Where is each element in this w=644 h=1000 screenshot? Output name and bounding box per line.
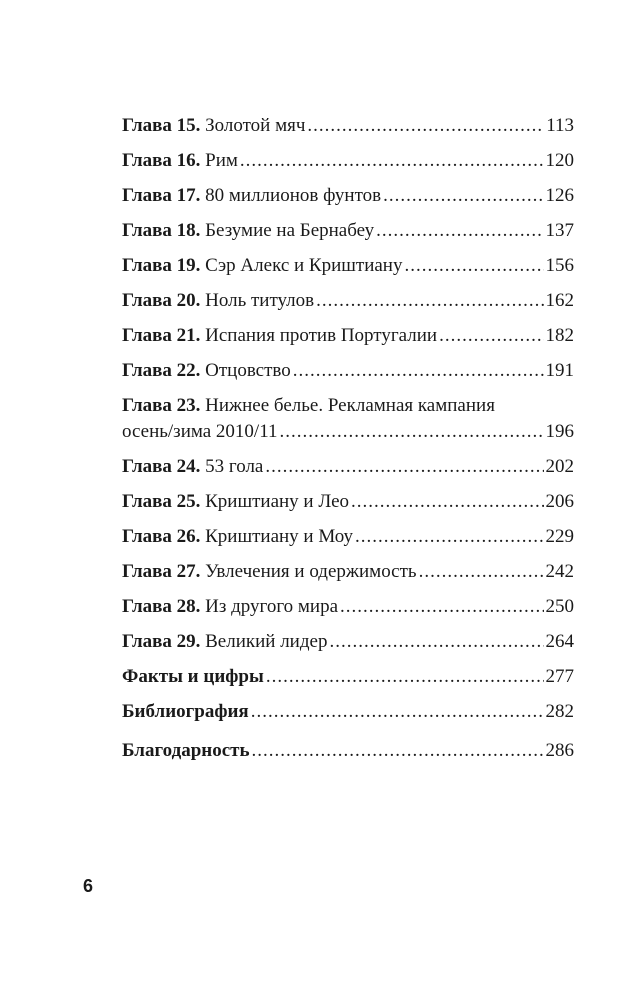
chapter-label: Глава 18. <box>122 220 201 241</box>
chapter-label: Глава 29. <box>122 631 201 652</box>
chapter-title: Криштиану и Лео <box>205 491 350 512</box>
toc-entry <box>122 288 574 323</box>
dot-leader <box>383 183 543 209</box>
toc-entry <box>122 454 574 489</box>
chapter-label: Глава 23. <box>122 395 201 416</box>
dot-leader <box>340 594 543 620</box>
dot-leader <box>355 524 543 550</box>
toc-entry <box>122 218 574 253</box>
chapter-label: Глава 25. <box>122 491 201 512</box>
dot-leader <box>419 559 544 585</box>
toc-entry <box>122 113 574 148</box>
chapter-page-number: 202 <box>545 456 574 477</box>
chapter-label: Глава 16. <box>122 150 201 171</box>
chapter-label: Глава 15. <box>122 115 201 136</box>
dot-leader <box>404 253 543 279</box>
chapter-label: Глава 22. <box>122 360 201 381</box>
chapter-title-continued: осень/зима 2010/11 <box>122 421 278 442</box>
chapter-title: Криштиану и Моу <box>205 526 354 547</box>
chapter-label: Глава 21. <box>122 325 201 346</box>
chapter-page-number: 250 <box>545 596 574 617</box>
section-page-number: 286 <box>545 740 574 761</box>
chapter-page-number: 191 <box>545 360 574 381</box>
toc-entry-bibliography <box>122 699 574 734</box>
table-of-contents <box>122 113 574 773</box>
toc-entry <box>122 489 574 524</box>
dot-leader <box>280 419 544 445</box>
toc-entry <box>122 393 574 454</box>
toc-entry <box>122 148 574 183</box>
dot-leader <box>351 489 543 515</box>
chapter-label: Глава 20. <box>122 290 201 311</box>
chapter-page-number: 264 <box>545 631 574 652</box>
chapter-page-number: 126 <box>545 185 574 206</box>
chapter-label: Глава 19. <box>122 255 201 276</box>
chapter-label: Глава 27. <box>122 561 201 582</box>
chapter-title: 53 гола <box>205 456 264 477</box>
chapter-title: Рим <box>205 150 238 171</box>
dot-leader <box>293 358 544 384</box>
chapter-page-number: 242 <box>545 561 574 582</box>
section-page-number: 277 <box>545 666 574 687</box>
dot-leader <box>251 699 544 725</box>
chapter-page-number: 206 <box>545 491 574 512</box>
dot-leader <box>316 288 543 314</box>
chapter-title: Увлечения и одержимость <box>205 561 417 582</box>
chapter-title: Из другого мира <box>205 596 339 617</box>
toc-entry <box>122 594 574 629</box>
chapter-title: Испания против Португалии <box>205 325 438 346</box>
chapter-page-number: 156 <box>545 255 574 276</box>
page-number: 6 <box>83 876 94 896</box>
chapter-label: Глава 28. <box>122 596 201 617</box>
chapter-label: Глава 26. <box>122 526 201 547</box>
chapter-page-number: 196 <box>545 421 574 442</box>
chapter-title: Ноль титулов <box>205 290 315 311</box>
chapter-page-number: 137 <box>545 220 574 241</box>
toc-entry <box>122 358 574 393</box>
chapter-page-number: 120 <box>545 150 574 171</box>
section-label: Благодарность <box>122 740 250 761</box>
chapter-page-number: 182 <box>545 325 574 346</box>
dot-leader <box>307 113 544 139</box>
chapter-label: Глава 24. <box>122 456 201 477</box>
chapter-label: Глава 17. <box>122 185 201 206</box>
chapter-title: Отцовство <box>205 360 291 381</box>
dot-leader <box>265 454 543 480</box>
dot-leader <box>376 218 543 244</box>
chapter-title: Сэр Алекс и Криштиану <box>205 255 403 276</box>
chapter-title: Золотой мяч <box>205 115 306 136</box>
chapter-title: Нижнее белье. Рекламная кампания <box>205 395 495 416</box>
toc-entry <box>122 559 574 594</box>
chapter-page-number: 162 <box>545 290 574 311</box>
chapter-title: Безумие на Бернабеу <box>205 220 375 241</box>
chapter-title: Великий лидер <box>205 631 328 652</box>
dot-leader <box>240 148 544 174</box>
dot-leader <box>266 664 544 690</box>
toc-entry-acknowledgements <box>122 738 574 773</box>
toc-entry-facts <box>122 664 574 699</box>
chapter-page-number: 113 <box>546 115 574 136</box>
toc-entry <box>122 524 574 559</box>
section-label: Библиография <box>122 701 249 722</box>
section-label: Факты и цифры <box>122 666 264 687</box>
dot-leader <box>252 738 544 764</box>
toc-entry <box>122 323 574 358</box>
toc-entry <box>122 253 574 288</box>
dot-leader <box>329 629 543 655</box>
chapter-title: 80 миллионов фунтов <box>205 185 382 206</box>
toc-entry <box>122 183 574 218</box>
section-page-number: 282 <box>545 701 574 722</box>
dot-leader <box>439 323 543 349</box>
chapter-page-number: 229 <box>545 526 574 547</box>
toc-entry <box>122 629 574 664</box>
